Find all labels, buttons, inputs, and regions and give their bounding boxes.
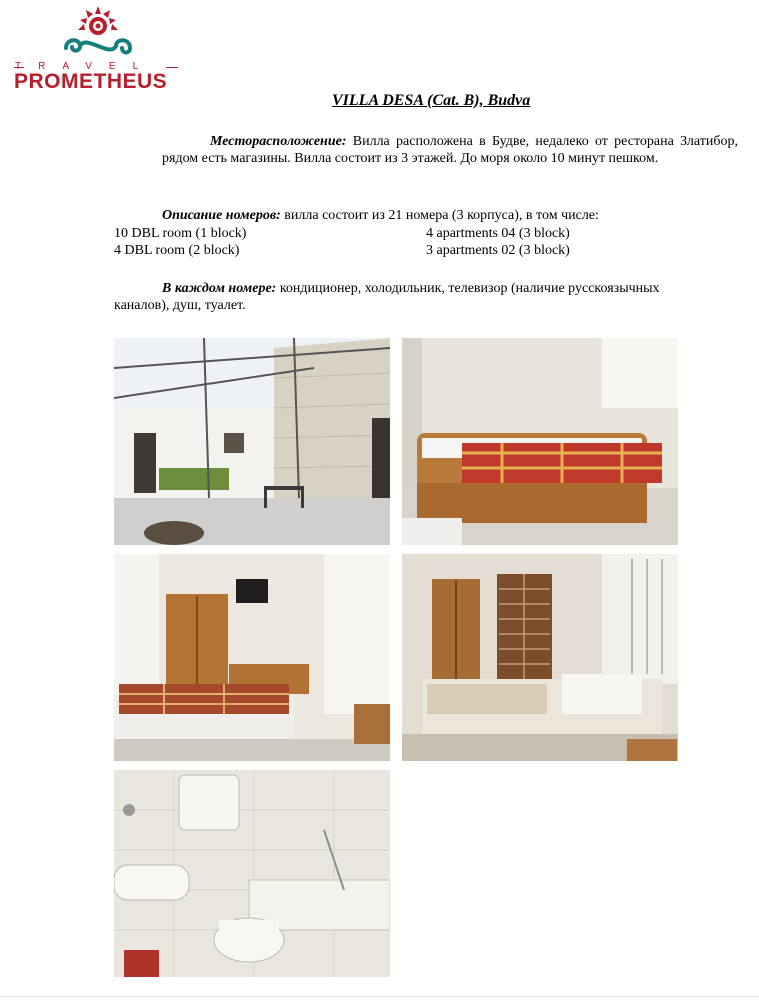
rooms-cell: 4 DBL room (2 block) xyxy=(114,243,240,258)
rooms-cell: 3 apartments 02 (3 block) xyxy=(426,243,570,258)
amenities-paragraph xyxy=(114,280,690,314)
rooms-cell: 4 apartments 04 (3 block) xyxy=(426,226,570,241)
amenities-label: В каждом номере: xyxy=(162,281,277,296)
rooms-label: Описание номеров: xyxy=(162,208,281,223)
photo-double-room-beds xyxy=(402,338,678,545)
rooms-paragraph xyxy=(114,207,690,224)
photo-room-with-wardrobe-tv xyxy=(114,554,390,761)
location-label: Месторасположение: xyxy=(210,134,347,149)
page-bottom-rule xyxy=(0,996,759,997)
amenities-text: кондиционер, холодильник, телевизор (наличие русскоязычных каналов), душ, туалет. xyxy=(114,281,660,313)
logo-travel-text: TRAVEL xyxy=(15,61,156,72)
prometheus-logo-icon xyxy=(58,4,138,60)
rooms-row xyxy=(114,225,690,242)
logo xyxy=(12,4,182,96)
rooms-text: вилла состоит из 21 номера (3 корпуса), в том числе: xyxy=(280,208,599,223)
location-text: Вилла расположена в Будве, недалеко от ресторана Златибор, рядом есть магазины. Вилла состоит из 3 этажей. До моря около 10 минут пешком. xyxy=(162,134,738,166)
rooms-list xyxy=(114,225,690,259)
rooms-cell: 10 DBL room (1 block) xyxy=(114,226,247,241)
photo-villa-courtyard xyxy=(114,338,390,545)
rooms-row xyxy=(114,242,690,259)
logo-brand-name: PROMETHEUS xyxy=(14,70,168,93)
document-title: VILLA DESA (Cat. B), Budva xyxy=(332,92,531,109)
photo-room-with-balcony-door xyxy=(402,554,678,761)
photo-bathroom xyxy=(114,770,390,977)
location-paragraph xyxy=(114,133,738,167)
